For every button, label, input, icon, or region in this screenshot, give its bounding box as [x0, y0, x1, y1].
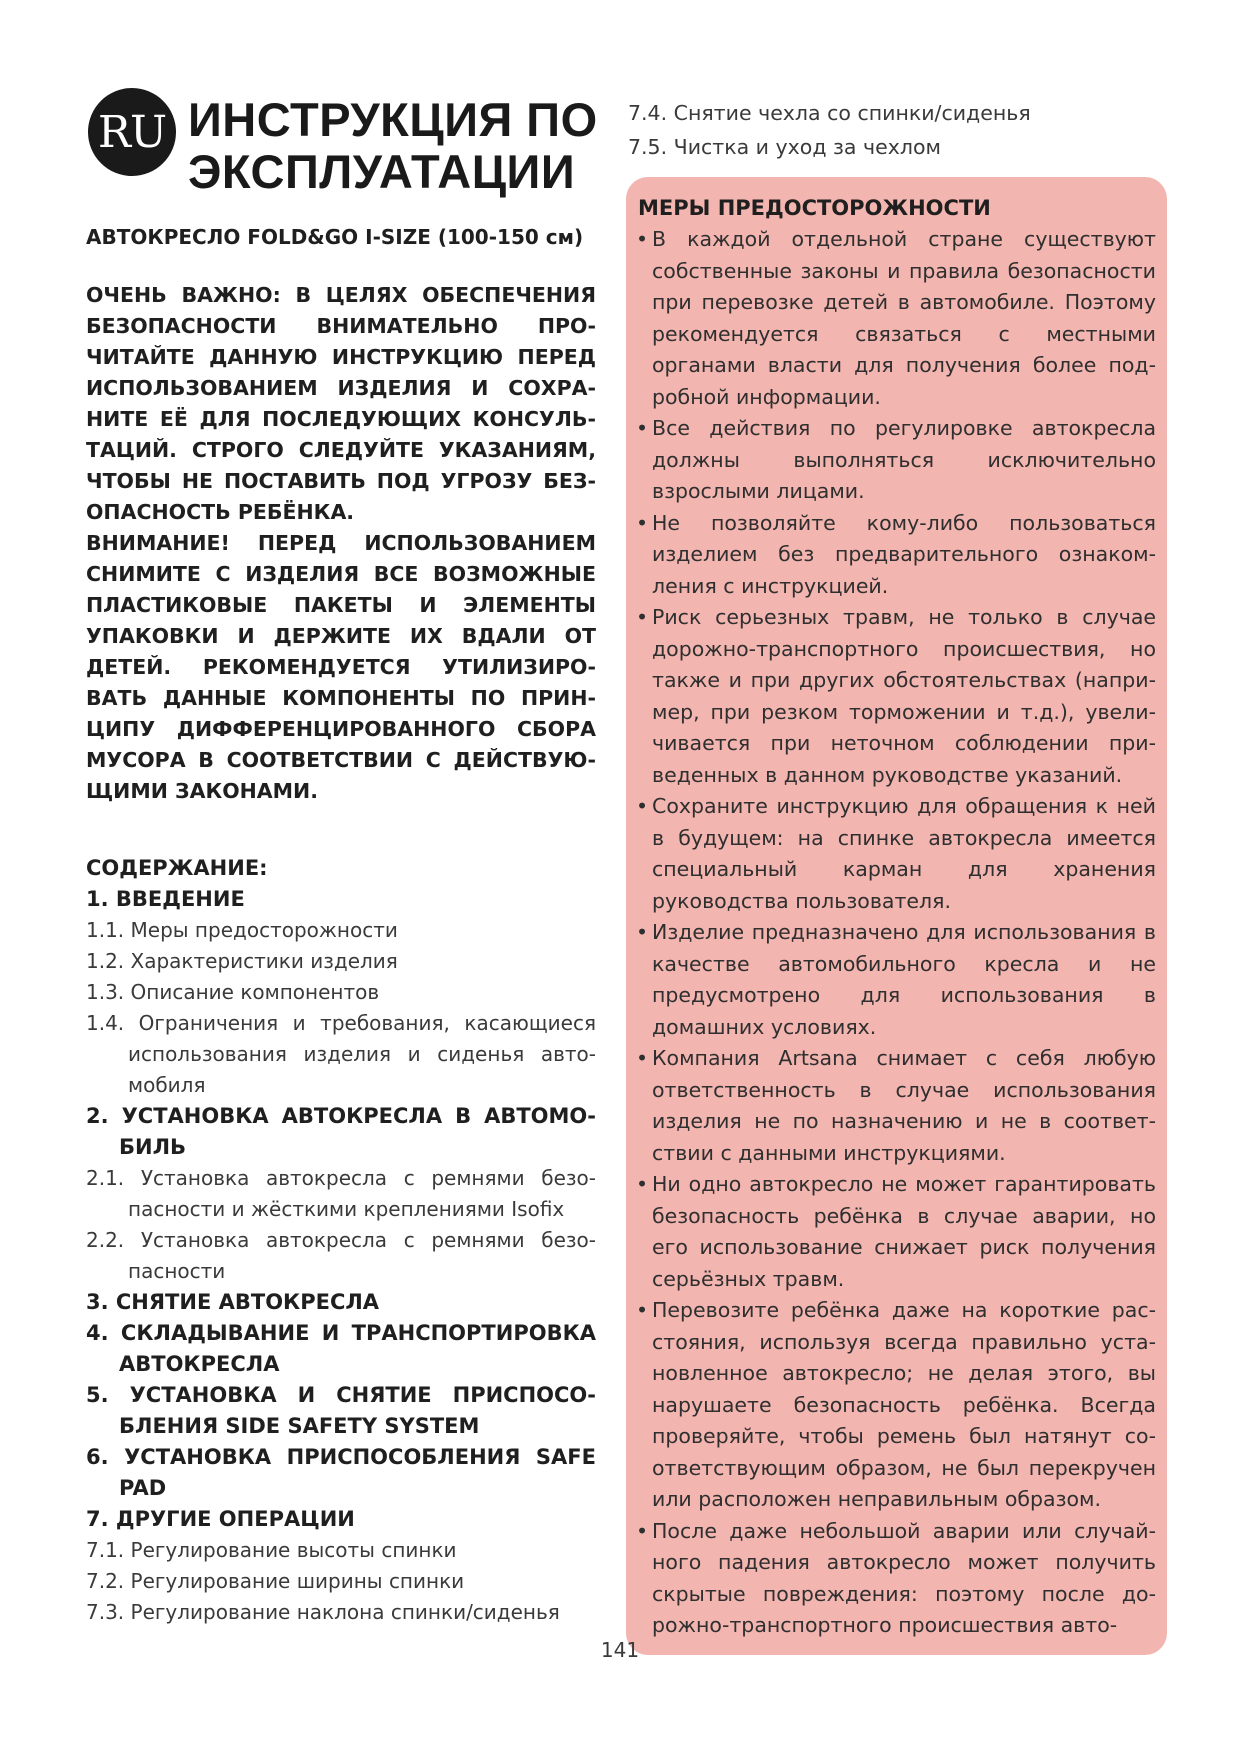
toc-subsection: 7.1. Регулирование высоты спинки	[86, 1538, 457, 1562]
precaution-text: В каждой отдельной стране существуют собственные законы и правила безопасности при перевозке детей в автомобиле. Поэтому рекомендуется связаться с местными органами власти для получения более подробной информации.	[652, 227, 1156, 409]
page-number: 141	[600, 1638, 640, 1662]
toc-subsection: 2.2. Установка автокресла с ремнями безопасности	[86, 1228, 596, 1283]
toc-item: 7.5. Чистка и уход за чехлом	[628, 135, 941, 159]
bullet-icon: •	[636, 416, 649, 440]
toc-title: СОДЕРЖАНИЕ:	[86, 856, 268, 880]
bullet-icon: •	[636, 227, 649, 251]
bullet-icon: •	[636, 920, 649, 944]
bullet-icon: •	[636, 1298, 649, 1322]
toc-continued	[628, 96, 1168, 164]
title-line-2: ЭКСПЛУАТАЦИИ	[188, 145, 576, 198]
important-warning	[86, 280, 596, 807]
bullet-icon: •	[636, 510, 649, 535]
precaution-item	[636, 1516, 1156, 1642]
precaution-text: Сохраните инструкцию для обращения к ней в будущем: на спинке автокресла имеется специальный карман для хранения руководства пользователя.	[652, 794, 1156, 913]
precaution-item	[636, 508, 1156, 603]
precaution-text: Изделие предназначено для использования в качестве автомобильного кресла и не предусмотрено для использования в домашних условиях.	[652, 920, 1156, 1039]
precaution-item	[636, 602, 1156, 791]
toc-subsection: 1.4. Ограничения и требования, касающиеся использования изделия и сиденья автомобиля	[86, 1011, 596, 1097]
bullet-icon: •	[636, 1518, 649, 1543]
precaution-item	[636, 791, 1156, 917]
page-title	[188, 94, 608, 198]
language-code: RU	[97, 106, 167, 158]
precautions-list	[636, 224, 1156, 1642]
toc-subsection: 2.1. Установка автокресла с ремнями безопасности и жёсткими креплениями Isofix	[86, 1166, 596, 1221]
left-column	[86, 222, 596, 1628]
precaution-text: Риск серьезных травм, не только в случае дорожно-транспортного происшествия, но также и при других обстоятельствах (например, при резком торможении и т.д.), увеличивается при неточном соблюдении приведенных в данном руководстве указаний.	[652, 605, 1156, 787]
precaution-item	[636, 1043, 1156, 1169]
precaution-text: Не позволяйте кому-либо пользоваться изделием без предварительного ознакомления с инструкцией.	[652, 510, 1156, 598]
language-badge	[88, 88, 176, 176]
precaution-text: После даже небольшой аварии или случайного падения автокресло может получить скрытые повреждения: поэтому после дорожно-транспортного происшествия авто-	[652, 1518, 1156, 1637]
table-of-contents	[86, 884, 596, 1628]
toc-section: 3. СНЯТИЕ АВТОКРЕСЛА	[86, 1290, 380, 1314]
bullet-icon: •	[636, 1172, 649, 1196]
precaution-item	[636, 1169, 1156, 1295]
precaution-item	[636, 413, 1156, 508]
toc-section: 5. УСТАНОВКА И СНЯТИЕ ПРИСПОСОБЛЕНИЯ SIDE SAFETY SYSTEM	[86, 1383, 596, 1438]
toc-subsection: 7.3. Регулирование наклона спинки/сиденья	[86, 1600, 560, 1624]
toc-section: 2. УСТАНОВКА АВТОКРЕСЛА В АВТОМОБИЛЬ	[86, 1104, 596, 1159]
toc-section: 7. ДРУГИЕ ОПЕРАЦИИ	[86, 1507, 355, 1531]
toc-item: 7.4. Снятие чехла со спинки/сиденья	[628, 101, 1031, 125]
toc-subsection: 1.3. Описание компонентов	[86, 980, 380, 1004]
precaution-item	[636, 917, 1156, 1043]
precaution-item	[636, 1295, 1156, 1516]
precaution-text: Ни одно автокресло не может гарантировать безопасность ребёнка в случае аварии, но его использование снижает риск получения серьёзных травм.	[652, 1172, 1156, 1291]
toc-section: 6. УСТАНОВКА ПРИСПОСОБЛЕНИЯ SAFE PAD	[86, 1445, 596, 1500]
important-notice: ОЧЕНЬ ВАЖНО: В ЦЕЛЯХ ОБЕСПЕЧЕНИЯ БЕЗОПАСНОСТИ ВНИМАТЕЛЬНО ПРОЧИТАЙТЕ ДАННУЮ ИНСТРУКЦИЮ ПЕРЕД ИСПОЛЬЗОВАНИЕМ ИЗДЕЛИЯ И СОХРАНИТЕ ЕЁ ДЛЯ ПОСЛЕДУЮЩИХ КОНСУЛЬТАЦИЙ. СТРОГО СЛЕДУЙТЕ УКАЗАНИЯМ, ЧТОБЫ НЕ ПОСТАВИТЬ ПОД УГРОЗУ БЕЗОПАСНОСТЬ РЕБЁНКА.	[86, 283, 596, 524]
toc-section: 4. СКЛАДЫВАНИЕ И ТРАНСПОРТИРОВКА АВТОКРЕСЛА	[86, 1321, 596, 1376]
toc-subsection: 7.2. Регулирование ширины спинки	[86, 1569, 465, 1593]
precaution-text: Компания Artsana снимает с себя любую ответственность в случае использования изделия не по назначению и не в соответствии с данными инструкциями.	[652, 1046, 1156, 1165]
bullet-icon: •	[636, 605, 649, 629]
toc-subsection: 1.1. Меры предосторожности	[86, 918, 398, 942]
precautions-content	[636, 192, 1156, 1642]
attention-notice: ВНИМАНИЕ! ПЕРЕД ИСПОЛЬЗОВАНИЕМ СНИМИТЕ С ИЗДЕЛИЯ ВСЕ ВОЗМОЖНЫЕ ПЛАСТИКОВЫЕ ПАКЕТЫ И ЭЛЕМЕНТЫ УПАКОВКИ И ДЕРЖИТЕ ИХ ВДАЛИ ОТ ДЕТЕЙ. РЕКОМЕНДУЕТСЯ УТИЛИЗИРОВАТЬ ДАННЫЕ КОМПОНЕНТЫ ПО ПРИНЦИПУ ДИФФЕРЕНЦИРОВАННОГО СБОРА МУСОРА В СООТВЕТСТВИИ С ДЕЙСТВУЮЩИМИ ЗАКОНАМИ.	[86, 531, 596, 803]
precautions-title: МЕРЫ ПРЕДОСТОРОЖНОСТИ	[638, 196, 991, 220]
product-name: АВТОКРЕСЛО FOLD&GO I-SIZE (100-150 см)	[86, 225, 584, 249]
toc-subsection: 1.2. Характеристики изделия	[86, 949, 398, 973]
toc-section: 1. ВВЕДЕНИЕ	[86, 887, 245, 911]
precaution-text: Перевозите ребёнка даже на короткие расстояния, используя всегда правильно установленное автокресло; не делая этого, вы нарушаете безопасность ребёнка. Всегда проверяйте, чтобы ремень был натянут соответствующим образом, не был перекручен или расположен неправильным образом.	[652, 1298, 1156, 1511]
bullet-icon: •	[636, 1046, 649, 1070]
precaution-item	[636, 224, 1156, 413]
bullet-icon: •	[636, 794, 649, 818]
title-line-1: ИНСТРУКЦИЯ ПО	[188, 93, 598, 146]
precaution-text: Все действия по регулировке автокресла должны выполняться исключительно взрослыми лицами.	[652, 416, 1156, 503]
